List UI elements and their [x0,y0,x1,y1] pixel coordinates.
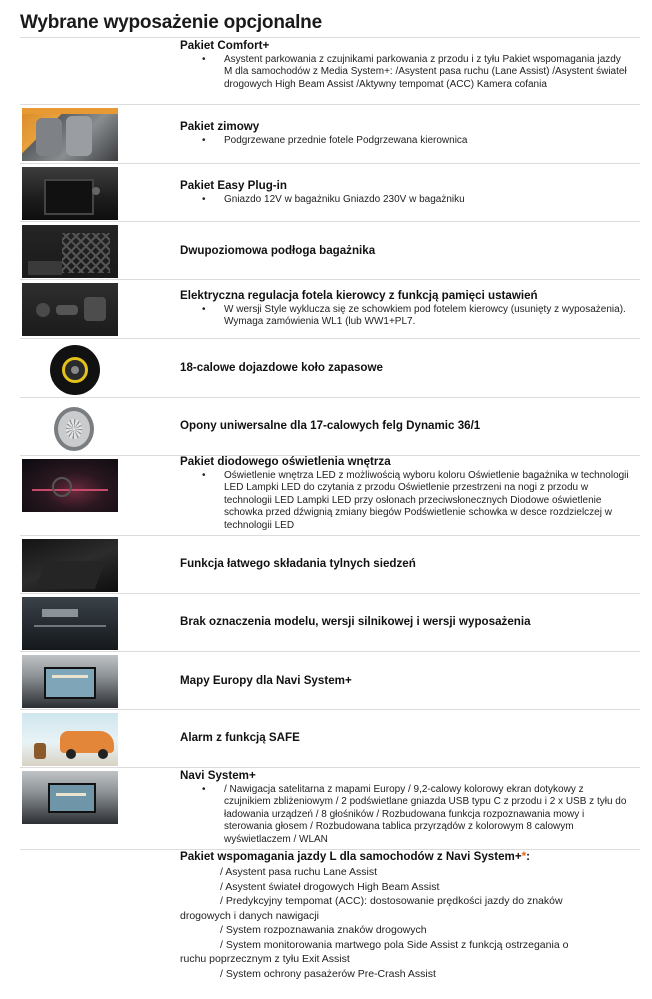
trunk-socket-photo-icon [22,167,118,220]
seat-memory-controls-photo-icon [22,283,118,336]
option-line: drogowych i danych nawigacji [180,909,319,922]
option-title: Brak oznaczenia modelu, wersji silnikowej i wersji wyposażenia [180,615,531,628]
option-title-colon: : [526,850,530,863]
option-row-winter-package [20,104,640,163]
option-row-comfort-plus [20,37,640,104]
folding-seats-photo-icon [22,539,118,592]
option-title: 18-calowe dojazdowe koło zapasowe [180,361,383,374]
asterisk-mark: * [521,850,527,863]
option-row-all-season-tyres [20,397,640,455]
model-badge-photo-icon [22,597,118,650]
option-title: Pakiet diodowego oświetlenia wnętrza [180,455,391,468]
page-title: Wybrane wyposażenie opcjonalne [20,12,322,33]
option-bullet: • Asystent parkowania z czujnikami parkowania z przodu i z tyłu Pakiet wspomagania jazdy M dla samochodów z Media System+: /Asystent pasa ruchu (Lane Assist) /Asystent świateł drogowych High Beam Assist /Aktywny tempomat (ACC) Kamera cofania [180,54,630,91]
option-bullets [180,784,630,846]
option-line: / Asystent świateł drogowych High Beam Assist [220,880,440,893]
option-line: / System rozpoznawania znaków drogowych [220,924,427,936]
option-title: Mapy Europy dla Navi System+ [180,674,352,687]
option-bullet: • / Nawigacja satelitarna z mapami Europy / 9,2-calowy kolorowy ekran dotykowy z czujnikiem zbliżeniowym / 2 podświetlane gniazda USB typu C z przodu i 2 x USB z tyłu do ładowania urządzeń / 8 głośników / Rozbudowana funkcja rozpoznawania mowy i sterowania głosem / Rozbudowana tablica przyrządów z kolorowym 8 calowym wyświetlaczem / WLAN [180,784,630,846]
option-row-easy-plug-in [20,163,640,221]
option-bullet: • Oświetlenie wnętrza LED z możliwością wyboru koloru Oświetlenie bagażnika w technologii LED Lampki LED do czytania z przodu Oświetlenie przestrzeni na nogi z przodu w technologii LED Lampki LED przy osłonach przeciwsłonecznych Diodowe oświetlenie schowka przed dźwignią zmiany biegów Podświetlenie schowka w desce rozdzielczej w technologii LED [180,470,630,532]
option-row-easy-fold-seats [20,535,640,593]
spare-wheel-photo-icon [22,342,118,395]
option-line: ruchu poprzecznym z tyłu Exit Assist [180,953,350,965]
option-line: / System monitorowania martwego pola Side Assist z funkcją ostrzegania o [220,938,569,951]
navigation-screen-photo-icon [22,655,118,708]
option-row-led-interior [20,455,640,535]
option-row-europe-maps [20,651,640,709]
option-row-navi-system [20,767,640,849]
trunk-floor-photo-icon [22,225,118,278]
option-bullets [180,304,630,329]
option-bullet: • Gniazdo 12V w bagażniku Gniazdo 230V w bagażniku [180,194,630,206]
option-row-electric-seat [20,279,640,338]
navi-system-photo-icon [22,771,118,824]
option-row-spare-wheel [20,338,640,397]
ambient-lighting-photo-icon [22,459,118,512]
option-title: Elektryczna regulacja fotela kierowcy z funkcją pamięci ustawień [180,289,538,302]
option-title: Pakiet Comfort+ [180,39,270,52]
option-title: Funkcja łatwego składania tylnych siedzeń [180,557,416,570]
option-lines [180,865,630,981]
option-bullet: • W wersji Style wyklucza się ze schowkiem pod fotelem kierowcy (usunięty z wyposażenia). Wymaga zamówienia WL1 (lub WW1+PL7. [180,304,630,329]
option-row-no-badges [20,593,640,651]
option-bullets [180,470,630,532]
option-bullets [180,54,630,91]
option-row-alarm-safe [20,709,640,767]
option-title: Pakiet Easy Plug-in [180,179,287,192]
option-title [180,850,630,864]
option-bullets [180,194,630,206]
alloy-wheel-photo-icon [22,401,118,454]
option-line: / Predykcyjny tempomat (ACC): dostosowanie prędkości jazdy do znaków [220,895,563,907]
option-title: Alarm z funkcją SAFE [180,731,300,744]
option-title: Navi System+ [180,769,256,782]
option-title-text: Pakiet wspomagania jazdy L dla samochodów z Navi System+ [180,850,522,863]
alarm-car-photo-icon [22,713,118,766]
option-line: / Asystent pasa ruchu Lane Assist [220,866,378,878]
option-title: Dwupoziomowa podłoga bagażnika [180,244,376,257]
option-row-driver-assist-l [20,849,640,989]
option-line: / System ochrony pasażerów Pre-Crash Assist [220,967,436,980]
heated-seats-photo-icon [22,108,118,161]
option-title: Opony uniwersalne dla 17-calowych felg Dynamic 36/1 [180,419,481,432]
option-bullets [180,135,630,147]
option-row-two-level-floor [20,221,640,279]
option-bullet: • Podgrzewane przednie fotele Podgrzewana kierownica [180,135,630,147]
option-title: Pakiet zimowy [180,120,260,133]
